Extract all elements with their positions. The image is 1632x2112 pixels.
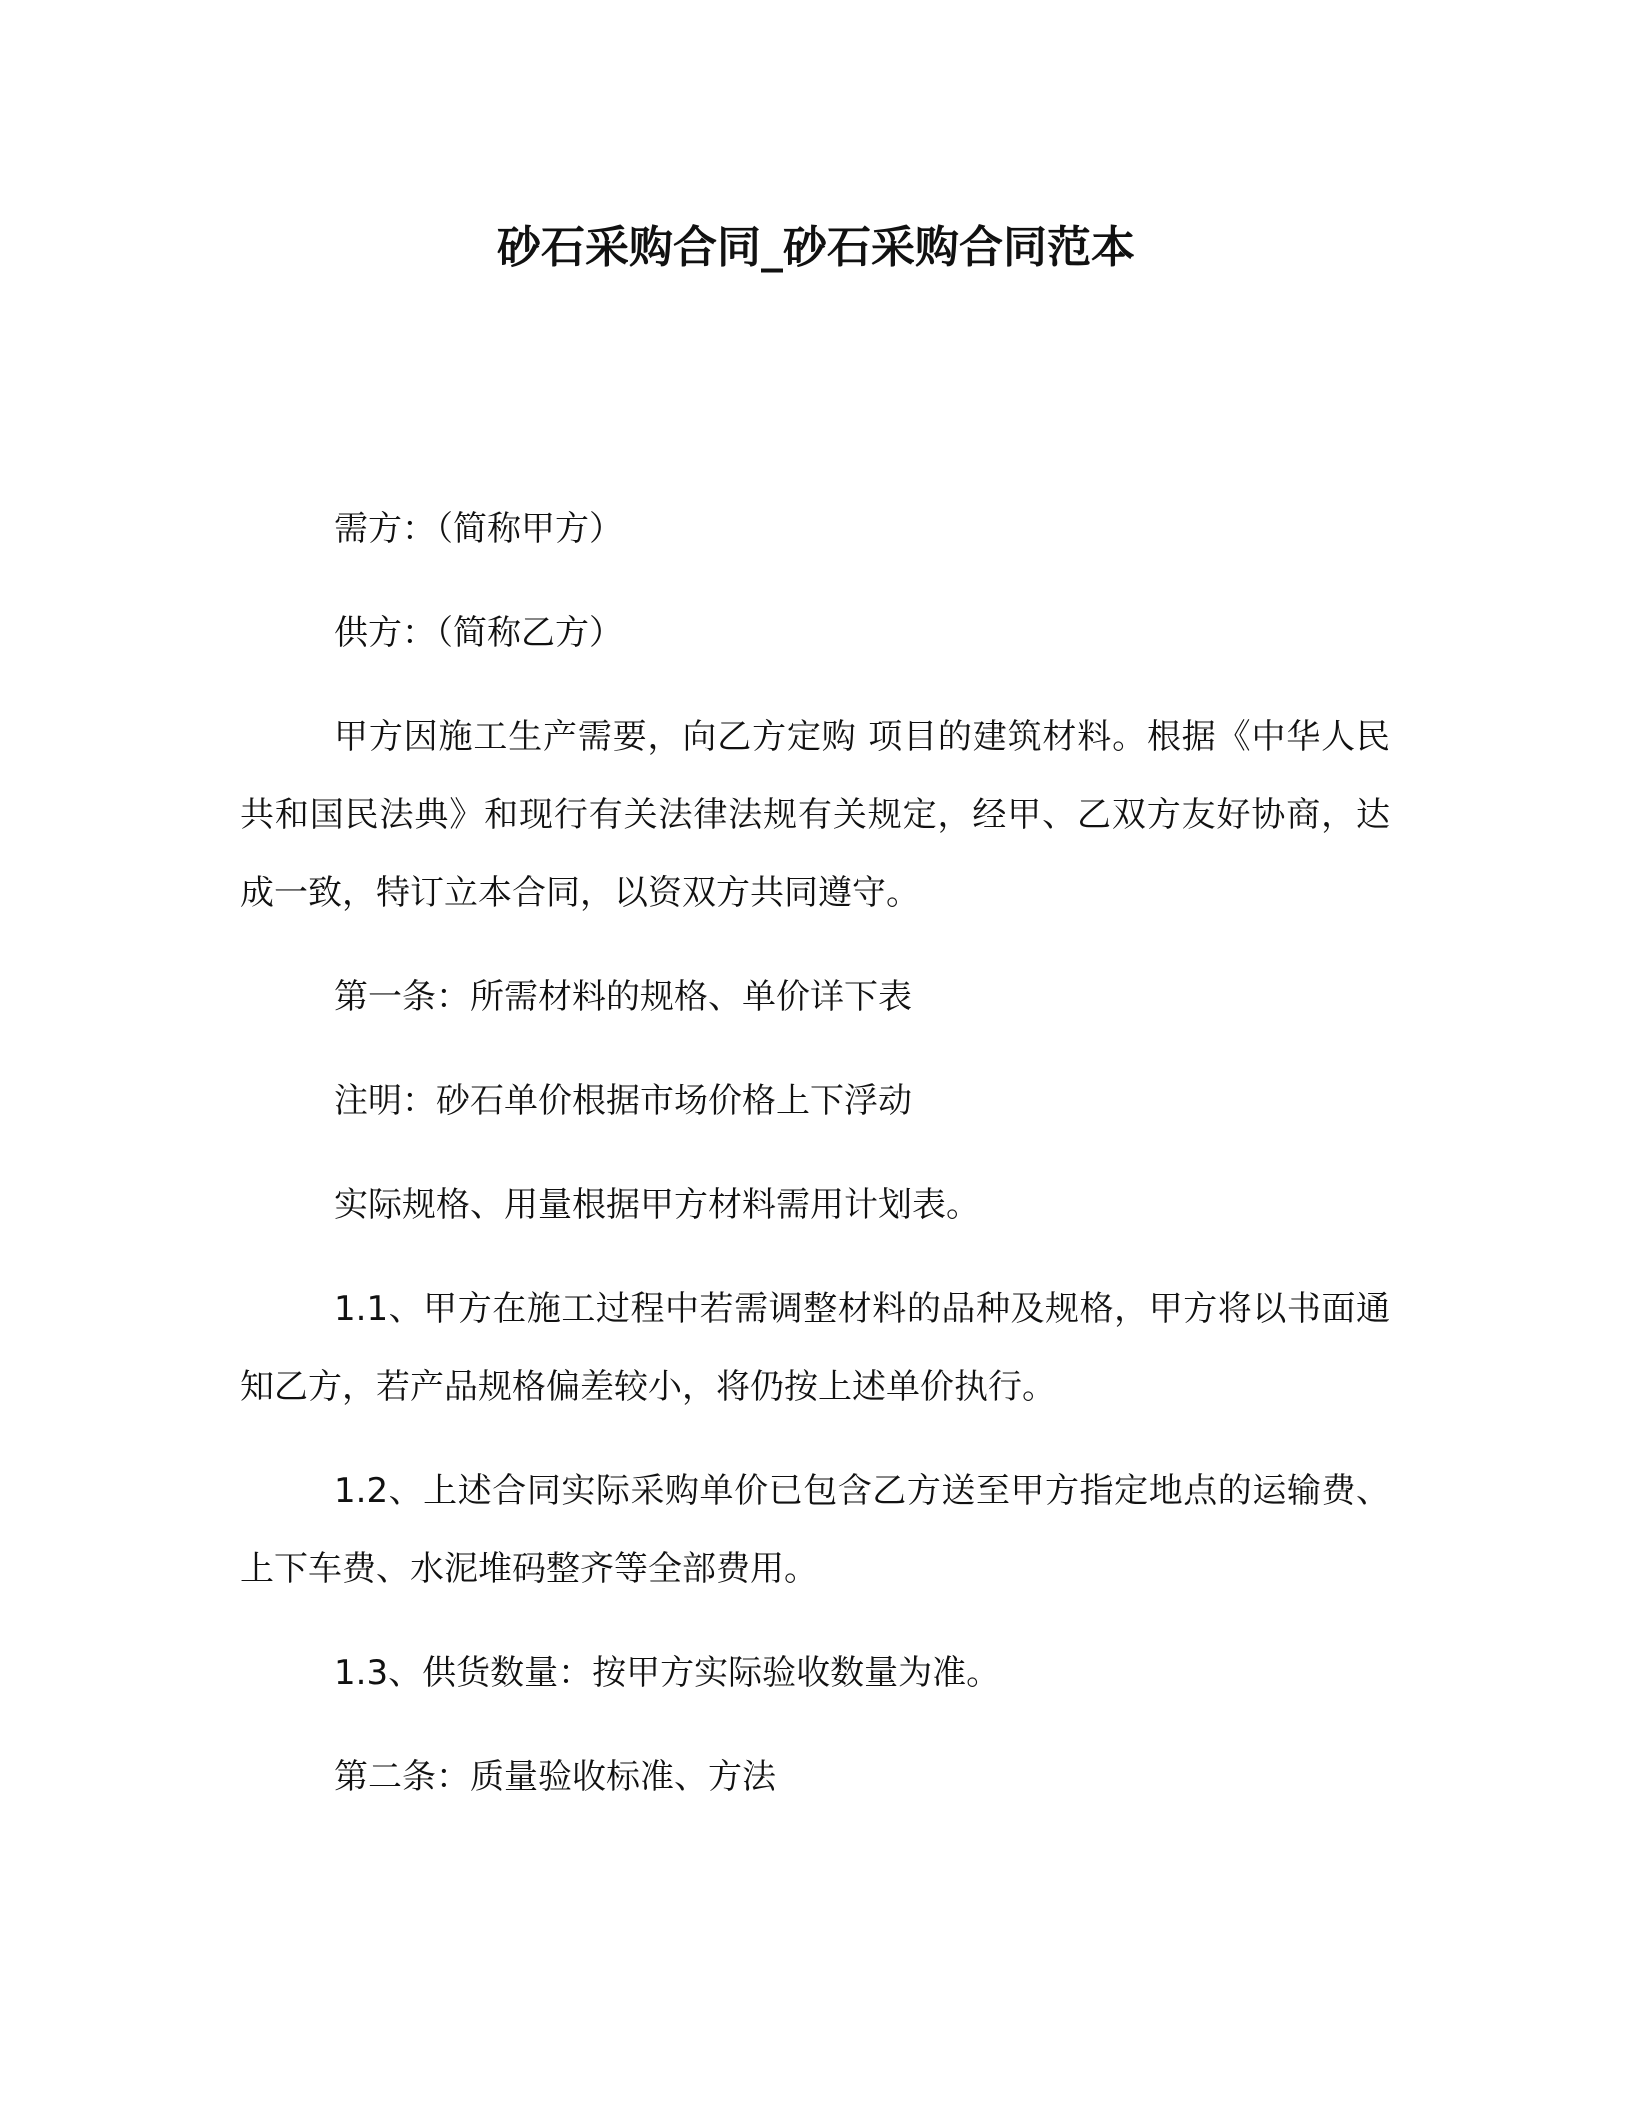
paragraph-article-2: 第二条：质量验收标准、方法 [334,1757,776,1797]
document-body [240,490,1390,1842]
paragraph-clause-1-2: 1.2、上述合同实际采购单价已包含乙方送至甲方指定地点的运输费、上下车费、水泥堆码整齐等全部费用。 [240,1471,1390,1589]
paragraph-note: 注明：砂石单价根据市场价格上下浮动 [334,1081,912,1121]
paragraph-actual-spec: 实际规格、用量根据甲方材料需用计划表。 [334,1185,980,1225]
document-title: 砂石采购合同_砂石采购合同范本 [497,222,1135,273]
paragraph-preamble: 甲方因施工生产需要，向乙方定购 项目的建筑材料。根据《中华人民共和国民法典》和现行有关法律法规有关规定，经甲、乙双方友好协商，达成一致，特订立本合同，以资双方共同遵守。 [240,717,1390,913]
paragraph-supplier: 供方：（简称乙方） [334,613,623,653]
paragraph-clause-1-1: 1.1、甲方在施工过程中若需调整材料的品种及规格，甲方将以书面通知乙方，若产品规格偏差较小，将仍按上述单价执行。 [240,1289,1390,1407]
paragraph-clause-1-3: 1.3、供货数量：按甲方实际验收数量为准。 [334,1653,1001,1693]
paragraph-buyer: 需方：（简称甲方） [334,509,623,549]
paragraph-article-1: 第一条：所需材料的规格、单价详下表 [334,977,912,1017]
